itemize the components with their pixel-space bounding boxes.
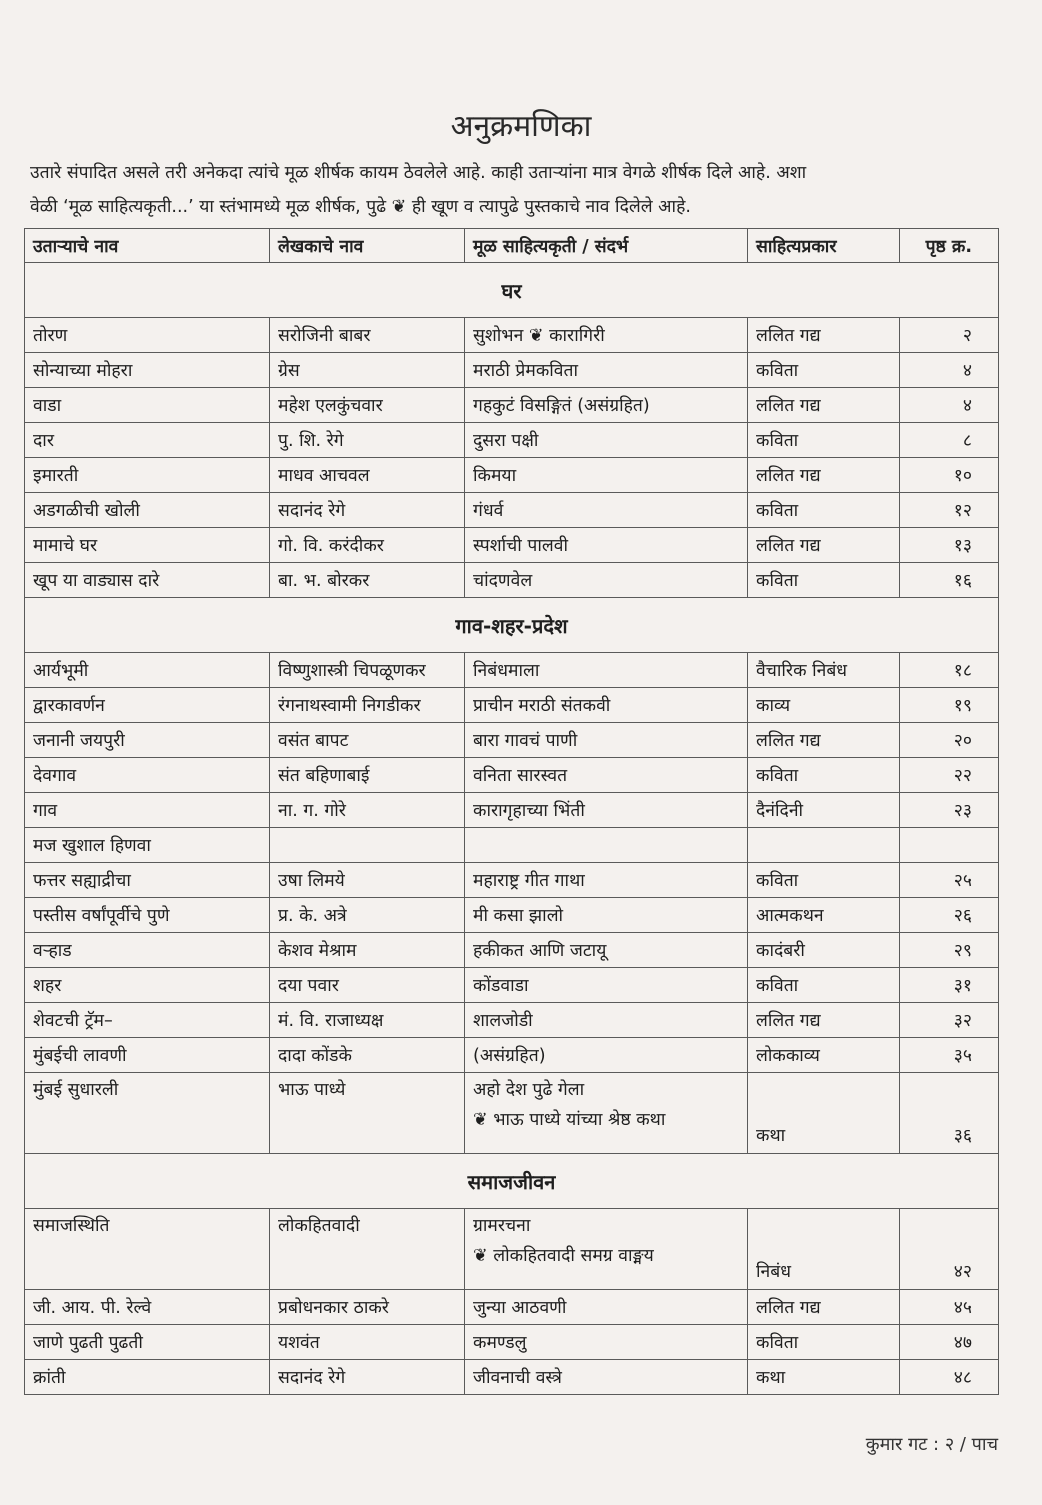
genre: लोककाव्य	[748, 1038, 900, 1073]
source-work	[465, 828, 748, 863]
passage-name: दार	[25, 423, 270, 458]
source-work: मी कसा झालो	[465, 898, 748, 933]
author-name: प्र. के. अत्रे	[270, 898, 465, 933]
table-row	[25, 388, 999, 423]
passage-name: जनानी जयपुरी	[25, 723, 270, 758]
page-number: ८	[900, 423, 999, 458]
source-work: महाराष्ट्र गीत गाथा	[465, 863, 748, 898]
genre: ललित गद्य	[748, 1290, 900, 1325]
page-number: ४	[900, 353, 999, 388]
table-row	[25, 793, 999, 828]
table-row	[25, 1003, 999, 1038]
page-number: ४८	[900, 1360, 999, 1395]
source-work: कारागृहाच्या भिंती	[465, 793, 748, 828]
contents-table	[24, 228, 999, 1395]
source-work: गहकुटं विसङ्गितं (असंग्रहित)	[465, 388, 748, 423]
header-passage-name: उताऱ्याचे नाव	[25, 229, 270, 263]
author-name: यशवंत	[270, 1325, 465, 1360]
passage-name: शेवटची ट्रॅम–	[25, 1003, 270, 1038]
table-row	[25, 1038, 999, 1073]
table-row	[25, 318, 999, 353]
page-number: १०	[900, 458, 999, 493]
author-name: ना. ग. गोरे	[270, 793, 465, 828]
page-number: २	[900, 318, 999, 353]
page-number	[900, 828, 999, 863]
passage-name: क्रांती	[25, 1360, 270, 1395]
source-work: चांदणवेल	[465, 563, 748, 598]
source-work: प्राचीन मराठी संतकवी	[465, 688, 748, 723]
source-work: किमया	[465, 458, 748, 493]
header-source-work: मूळ साहित्यकृती / संदर्भ	[465, 229, 748, 263]
page-number: ३२	[900, 1003, 999, 1038]
passage-name: अडगळीची खोली	[25, 493, 270, 528]
genre: कथा	[748, 1360, 900, 1395]
table-header-row	[25, 229, 999, 263]
intro-line-2: वेळी ‘मूळ साहित्यकृती...’ या स्तंभामध्ये मूळ शीर्षक, पुढे ❦ ही खूण व त्यापुढे पुस्तकाचे नाव दिलेले आहे.	[30, 197, 691, 217]
source-work-title: ग्रामरचना	[473, 1216, 531, 1236]
source-work	[465, 1209, 748, 1290]
source-work: (असंग्रहित)	[465, 1038, 748, 1073]
author-name: बा. भ. बोरकर	[270, 563, 465, 598]
page-number: ३५	[900, 1038, 999, 1073]
page-number: १२	[900, 493, 999, 528]
passage-name: द्वारकावर्णन	[25, 688, 270, 723]
page-number: २६	[900, 898, 999, 933]
author-name: प्रबोधनकार ठाकरे	[270, 1290, 465, 1325]
genre: ललित गद्य	[748, 1003, 900, 1038]
genre: ललित गद्य	[748, 388, 900, 423]
table-row	[25, 1325, 999, 1360]
table-row	[25, 493, 999, 528]
genre: कविता	[748, 968, 900, 1003]
section-heading-row	[25, 598, 999, 653]
table-row	[25, 458, 999, 493]
page-number: ३६	[900, 1073, 999, 1154]
header-genre: साहित्यप्रकार	[748, 229, 900, 263]
passage-name: मामाचे घर	[25, 528, 270, 563]
author-name: उषा लिमये	[270, 863, 465, 898]
genre: कविता	[748, 1325, 900, 1360]
source-work: कमण्डलु	[465, 1325, 748, 1360]
source-work: जुन्या आठवणी	[465, 1290, 748, 1325]
genre: ललित गद्य	[748, 458, 900, 493]
passage-name: इमारती	[25, 458, 270, 493]
table-row	[25, 898, 999, 933]
page-title: अनुक्रमणिका	[450, 109, 592, 144]
page-number: २३	[900, 793, 999, 828]
table-row	[25, 1360, 999, 1395]
passage-name: वऱ्हाड	[25, 933, 270, 968]
genre: कथा	[748, 1073, 900, 1154]
genre: कविता	[748, 493, 900, 528]
genre: कविता	[748, 863, 900, 898]
section-heading-row	[25, 263, 999, 318]
table-row	[25, 1073, 999, 1154]
genre: कविता	[748, 353, 900, 388]
page-number: २५	[900, 863, 999, 898]
source-work: बारा गावचं पाणी	[465, 723, 748, 758]
table-row	[25, 688, 999, 723]
genre: निबंध	[748, 1209, 900, 1290]
passage-name: समाजस्थिति	[25, 1209, 270, 1290]
table-row	[25, 723, 999, 758]
table-row	[25, 933, 999, 968]
passage-name: गाव	[25, 793, 270, 828]
page-number: ३१	[900, 968, 999, 1003]
page-number: १६	[900, 563, 999, 598]
source-work: सुशोभन ❦ कारागिरी	[465, 318, 748, 353]
genre: कविता	[748, 563, 900, 598]
passage-name: वाडा	[25, 388, 270, 423]
table-row	[25, 563, 999, 598]
passage-name: खूप या वाड्यास दारे	[25, 563, 270, 598]
author-name: केशव मेश्राम	[270, 933, 465, 968]
author-name	[270, 828, 465, 863]
passage-name: मज खुशाल हिणवा	[25, 828, 270, 863]
source-work: दुसरा पक्षी	[465, 423, 748, 458]
author-name: माधव आचवल	[270, 458, 465, 493]
source-work: जीवनाची वस्त्रे	[465, 1360, 748, 1395]
header-author-name: लेखकाचे नाव	[270, 229, 465, 263]
author-name: दादा कोंडके	[270, 1038, 465, 1073]
author-name: रंगनाथस्वामी निगडीकर	[270, 688, 465, 723]
header-page-number: पृष्ठ क्र.	[900, 229, 999, 263]
table-row	[25, 1209, 999, 1290]
table-row	[25, 353, 999, 388]
passage-name: आर्यभूमी	[25, 653, 270, 688]
author-name: भाऊ पाध्ये	[270, 1073, 465, 1154]
passage-name: जी. आय. पी. रेल्वे	[25, 1290, 270, 1325]
page-number: १८	[900, 653, 999, 688]
source-work: शालजोडी	[465, 1003, 748, 1038]
genre: आत्मकथन	[748, 898, 900, 933]
table-row	[25, 828, 999, 863]
author-name: ग्रेस	[270, 353, 465, 388]
genre: दैनंदिनी	[748, 793, 900, 828]
page-number: ४५	[900, 1290, 999, 1325]
source-work: मराठी प्रेमकविता	[465, 353, 748, 388]
author-name: सदानंद रेगे	[270, 493, 465, 528]
genre: काव्य	[748, 688, 900, 723]
author-name: सदानंद रेगे	[270, 1360, 465, 1395]
passage-name: पस्तीस वर्षांपूर्वीचे पुणे	[25, 898, 270, 933]
passage-name: मुंबई सुधारली	[25, 1073, 270, 1154]
source-work	[465, 1073, 748, 1154]
passage-name: जाणे पुढती पुढती	[25, 1325, 270, 1360]
author-name: संत बहिणाबाई	[270, 758, 465, 793]
author-name: मं. वि. राजाध्यक्ष	[270, 1003, 465, 1038]
passage-name: फत्तर सह्याद्रीचा	[25, 863, 270, 898]
page-number: २९	[900, 933, 999, 968]
source-book-title: ❦ भाऊ पाध्ये यांच्या श्रेष्ठ कथा	[473, 1110, 666, 1130]
passage-name: तोरण	[25, 318, 270, 353]
source-work: स्पर्शाची पालवी	[465, 528, 748, 563]
genre: ललित गद्य	[748, 723, 900, 758]
author-name: लोकहितवादी	[270, 1209, 465, 1290]
genre: ललित गद्य	[748, 528, 900, 563]
page-number: ४२	[900, 1209, 999, 1290]
genre: कादंबरी	[748, 933, 900, 968]
page-number: ४७	[900, 1325, 999, 1360]
page-footer: कुमार गट : २ / पाच	[865, 1434, 998, 1455]
intro-paragraph	[30, 156, 1005, 224]
page-number: १३	[900, 528, 999, 563]
genre: कविता	[748, 758, 900, 793]
genre: ललित गद्य	[748, 318, 900, 353]
source-work: गंधर्व	[465, 493, 748, 528]
table-row	[25, 423, 999, 458]
passage-name: मुंबईची लावणी	[25, 1038, 270, 1073]
author-name: दया पवार	[270, 968, 465, 1003]
author-name: महेश एलकुंचवार	[270, 388, 465, 423]
source-work: वनिता सारस्वत	[465, 758, 748, 793]
genre: कविता	[748, 423, 900, 458]
table-row	[25, 863, 999, 898]
table-row	[25, 758, 999, 793]
genre: वैचारिक निबंध	[748, 653, 900, 688]
page-number: ४	[900, 388, 999, 423]
table-row	[25, 528, 999, 563]
source-work: निबंधमाला	[465, 653, 748, 688]
passage-name: सोन्याच्या मोहरा	[25, 353, 270, 388]
author-name: विष्णुशास्त्री चिपळूणकर	[270, 653, 465, 688]
passage-name: शहर	[25, 968, 270, 1003]
section-heading: गाव-शहर-प्रदेश	[25, 598, 999, 653]
passage-name: देवगाव	[25, 758, 270, 793]
section-heading: समाजजीवन	[25, 1154, 999, 1209]
source-work-title: अहो देश पुढे गेला	[473, 1080, 585, 1100]
page-number: १९	[900, 688, 999, 723]
section-heading: घर	[25, 263, 999, 318]
author-name: वसंत बापट	[270, 723, 465, 758]
section-heading-row	[25, 1154, 999, 1209]
page-number: २२	[900, 758, 999, 793]
genre	[748, 828, 900, 863]
intro-line-1: उतारे संपादित असले तरी अनेकदा त्यांचे मूळ शीर्षक कायम ठेवलेले आहे. काही उताऱ्यांना मात्र वेगळे शीर्षक दिले आहे. अशा	[30, 163, 807, 183]
author-name: गो. वि. करंदीकर	[270, 528, 465, 563]
author-name: पु. शि. रेगे	[270, 423, 465, 458]
source-work: कोंडवाडा	[465, 968, 748, 1003]
table-row	[25, 1290, 999, 1325]
table-row	[25, 968, 999, 1003]
source-work: हकीकत आणि जटायू	[465, 933, 748, 968]
author-name: सरोजिनी बाबर	[270, 318, 465, 353]
table-row	[25, 653, 999, 688]
source-book-title: ❦ लोकहितवादी समग्र वाङ्मय	[473, 1246, 654, 1266]
page-number: २०	[900, 723, 999, 758]
